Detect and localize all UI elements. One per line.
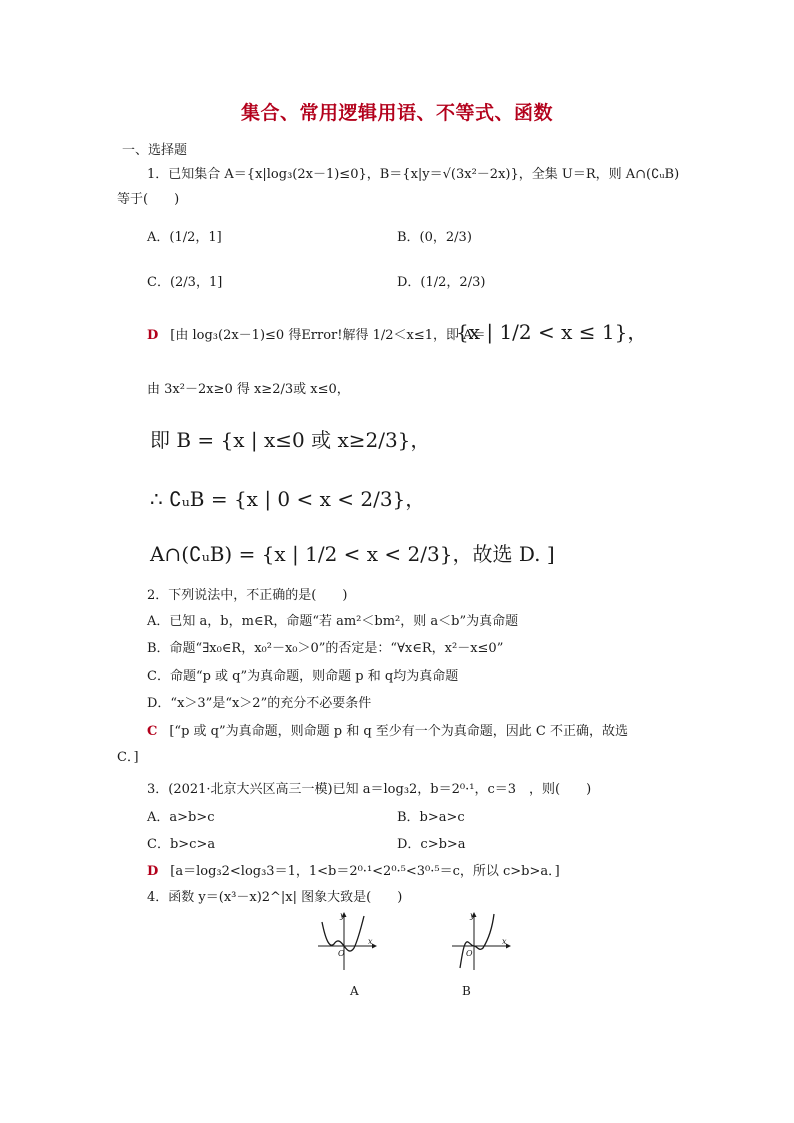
q4-figure-label-a: A bbox=[350, 984, 359, 998]
q1-solution-line2: 由 3x²－2x≥0 得 x≥2/3或 x≤0， bbox=[147, 382, 350, 397]
q3-answer-letter: D bbox=[147, 864, 159, 879]
q3-solution bbox=[147, 860, 560, 879]
q3-stem: 3．(2021·北京大兴区高三一模)已知 a＝log₃2，b＝2⁰·¹，c＝3 ，则( ) bbox=[147, 782, 592, 797]
q1-answer-letter: D bbox=[147, 328, 159, 343]
page-title: 集合、常用逻辑用语、不等式、函数 bbox=[240, 102, 553, 124]
q1-solution-text1: [由 log₃(2x－1)≤0 得Error!解得 1/2＜x≤1，即 A＝ bbox=[170, 328, 486, 343]
q1-stem-line2: 等于( ) bbox=[117, 192, 180, 207]
q3-option-c: C．b>c>a bbox=[147, 837, 216, 852]
q4-b-y-label: y bbox=[470, 911, 475, 920]
q1-option-c: C．(2/3，1] bbox=[147, 275, 223, 290]
q4-graph-a bbox=[314, 910, 378, 972]
q1-solution-line5: A∩(∁ᵤB) = {x | 1/2 < x < 2/3}，故选 D. ] bbox=[150, 542, 555, 566]
q1-solution-line4: ∴ ∁ᵤB = {x | 0 < x < 2/3}， bbox=[150, 487, 426, 511]
q1-option-d: D．(1/2，2/3) bbox=[397, 275, 486, 290]
q2-option-c: C．命题“p 或 q”为真命题，则命题 p 和 q均为真命题 bbox=[147, 669, 459, 684]
q1-option-b: B．(0，2/3) bbox=[397, 230, 472, 245]
q3-option-d: D．c>b>a bbox=[397, 837, 466, 852]
q2-option-b: B．命题“∃x₀∈R，x₀²－x₀＞0”的否定是：“∀x∈R，x²－x≤0” bbox=[147, 641, 504, 656]
q1-solution-line1 bbox=[147, 324, 486, 343]
q3-solution-text: [a＝log₃2<log₃3＝1，1<b＝2⁰·¹<2⁰·⁵<3⁰·⁵＝c，所以 c>b>a．] bbox=[170, 864, 560, 879]
q2-answer-letter: C bbox=[147, 724, 158, 739]
q4-a-y-label: y bbox=[340, 911, 345, 920]
q2-solution-line2: C．] bbox=[117, 750, 139, 765]
section-heading: 一、选择题 bbox=[122, 143, 188, 158]
q1-option-a: A．(1/2，1] bbox=[147, 230, 222, 245]
q3-option-a: A．a>b>c bbox=[147, 810, 215, 825]
q4-stem: 4．函数 y＝(x³－x)2^|x| 图象大致是( ) bbox=[147, 890, 403, 905]
q4-a-x-label: x bbox=[368, 937, 373, 946]
q4-figure-label-b: B bbox=[462, 984, 471, 998]
q3-option-b: B．b>a>c bbox=[397, 810, 465, 825]
q4-b-origin-label: O bbox=[466, 949, 473, 958]
q2-stem: 2．下列说法中，不正确的是( ) bbox=[147, 588, 348, 603]
q2-option-d: D．“x＞3”是“x＞2”的充分不必要条件 bbox=[147, 696, 372, 711]
q1-stem-line1: 1．已知集合 A＝{x|log₃(2x－1)≤0}，B＝{x|y＝√(3x²－2x)}，全集 U＝R，则 A∩(∁ᵤB) bbox=[147, 167, 680, 182]
q2-option-a: A．已知 a，b，m∈R，命题“若 am²＜bm²，则 a＜b”为真命题 bbox=[147, 614, 519, 629]
q4-a-origin-label: O bbox=[338, 949, 345, 958]
q2-solution-text1: [“p 或 q”为真命题，则命题 p 和 q 至少有一个为真命题，因此 C 不正确，故选 bbox=[169, 724, 629, 739]
q4-graph-b bbox=[448, 910, 512, 972]
q1-solution-set-a: {x | 1/2 < x ≤ 1}， bbox=[456, 320, 648, 344]
q4-b-x-label: x bbox=[502, 937, 507, 946]
q2-solution-line1 bbox=[147, 720, 628, 739]
q1-solution-line3: 即 B = {x | x≤0 或 x≥2/3}， bbox=[150, 428, 431, 452]
